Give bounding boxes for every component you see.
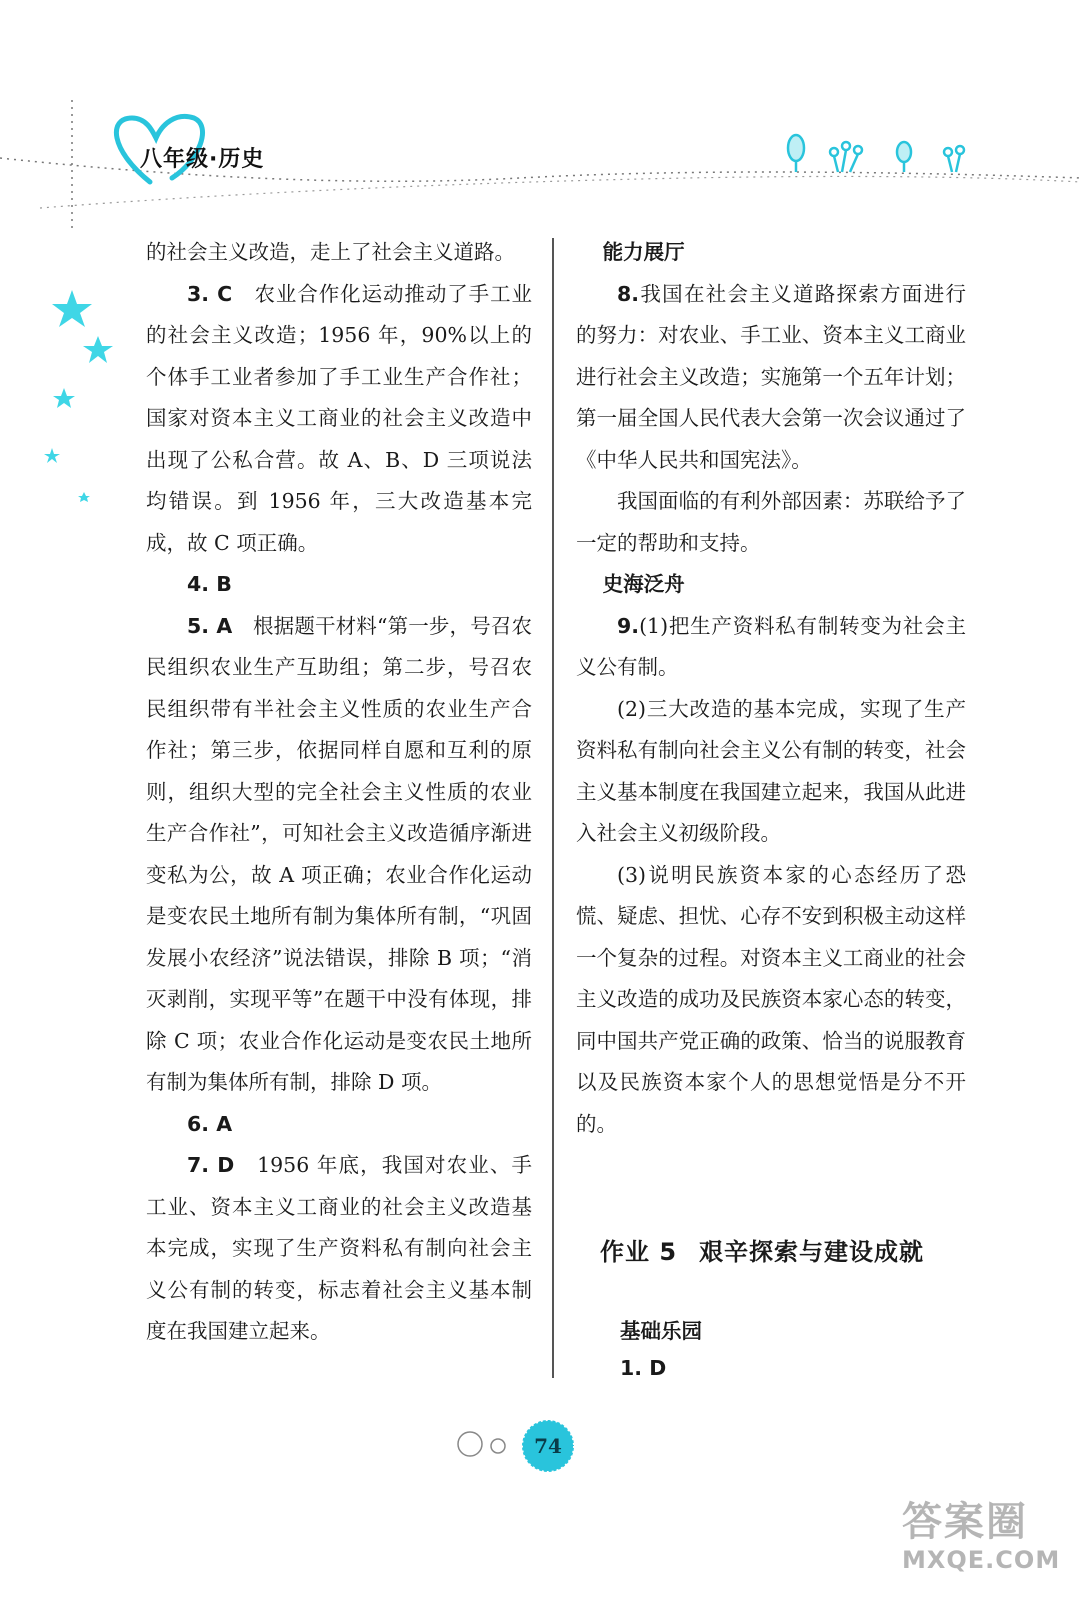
- assignment-number: 作业 5: [600, 1238, 678, 1266]
- header-dotted-wave-2: [40, 176, 1081, 208]
- star-icon: [44, 448, 60, 463]
- star-icon: [83, 336, 113, 363]
- answer-5-text: 根据题干材料“第一步，号召农民组织农业生产互助组；第二步，号召农民组织带有半社会主义性质的农业生产合作社；第三步，依据同样自愿和互利的原则，组织大型的完全社会主义性质的农业生产合作社”，可知社会主义改造循序渐进变私为公，故 A 项正确；农业合作化运动是变农民土地所有制为集体所有制，“巩固发展小农经济”说法错误，排除 B 项；“消灭剥削，实现平等”在题干中没有体现，排除 C 项；农业合作化运动是变农民土地所有制为集体所有制，排除 D 项。: [146, 613, 533, 1094]
- answer-7-label: 7. D: [187, 1153, 235, 1177]
- answer-1: 1. D: [620, 1356, 667, 1380]
- answer-8-text: 我国在社会主义道路探索方面进行的努力：对农业、手工业、资本主义工商业进行社会主义改造；实施第一个五年计划；第一届全国人民代表大会第一次会议通过了《中华人民共和国宪法》。: [576, 281, 966, 472]
- answer-5: [146, 606, 532, 1104]
- answer-3-text: 农业合作化运动推动了手工业的社会主义改造；1956 年，90%以上的个体手工业者参加了手工业生产合作社；国家对资本主义工商业的社会主义改造中出现了公私合营。故 A、B、D 三项说法均错误。到 1956 年，三大改造基本完成，故 C 项正确。: [146, 281, 533, 555]
- answer-6-label: 6. A: [187, 1111, 233, 1136]
- section-ability-title: 能力展厅: [602, 240, 685, 264]
- answer-6: [146, 1104, 532, 1146]
- star-icon: [78, 492, 90, 502]
- left-column: [146, 232, 532, 1353]
- answer-9-1-text: (1)把生产资料私有制转变为社会主义公有制。: [576, 613, 966, 679]
- assignment-title: [600, 1232, 924, 1267]
- answer-8: [576, 274, 966, 482]
- right-column: [576, 232, 966, 1145]
- assignment-name: 艰辛探索与建设成就: [699, 1238, 925, 1266]
- watermark-domain: MXQE.COM: [902, 1546, 1061, 1574]
- paragraph: 的社会主义改造，走上了社会主义道路。: [146, 240, 515, 264]
- answer-3-label: 3. C: [187, 281, 233, 306]
- answer-9-3: (3)说明民族资本家的心态经历了恐慌、疑虑、担忧、心存不安到积极主动这样一个复杂的过程。对资本主义工商业的社会主义改造的成功及民族资本家心态的转变，同中国共产党正确的政策、恰当的说服教育以及民族资本家个人的思想觉悟是分不开的。: [576, 862, 966, 1136]
- answer-8-label: 8.: [617, 281, 640, 306]
- answer-4-label: 4. B: [187, 572, 232, 596]
- column-divider: [552, 238, 554, 1378]
- watermark: [902, 1486, 1072, 1596]
- watermark-brand: 答案圈: [902, 1499, 1028, 1545]
- answer-9-2: (2)三大改造的基本完成，实现了生产资料私有制向社会主义公有制的转变，社会主义基本制度在我国建立起来，我国从此进入社会主义初级阶段。: [576, 696, 966, 845]
- footer-circles-decoration: [450, 1420, 530, 1470]
- section-history-title: 史海泛舟: [602, 572, 685, 596]
- page-number: 74: [534, 1434, 562, 1458]
- answer-7: [146, 1145, 532, 1353]
- answer-5-label: 5. A: [187, 613, 233, 638]
- answer-8-extra: 我国面临的有利外部因素：苏联给予了一定的帮助和支持。: [576, 489, 966, 555]
- answer-4: [146, 564, 532, 606]
- header-title: 八年级·历史: [140, 147, 265, 172]
- stars-decoration: [40, 280, 120, 520]
- plants-icon: [788, 135, 964, 172]
- star-icon: [53, 388, 75, 408]
- page-number-badge: [520, 1418, 576, 1474]
- page-header: [0, 0, 1081, 230]
- star-icon: [52, 290, 92, 327]
- answer-9-1: [576, 606, 966, 689]
- subsection-title: 基础乐园: [620, 1319, 702, 1343]
- header-decoration: [0, 0, 1081, 230]
- answer-7-text: 1956 年底，我国对农业、手工业、资本主义工商业的社会主义改造基本完成，实现了生产资料私有制向社会主义公有制的转变，标志着社会主义基本制度在我国建立起来。: [146, 1153, 532, 1343]
- answer-3: [146, 274, 532, 565]
- answer-9-label: 9.: [617, 613, 640, 638]
